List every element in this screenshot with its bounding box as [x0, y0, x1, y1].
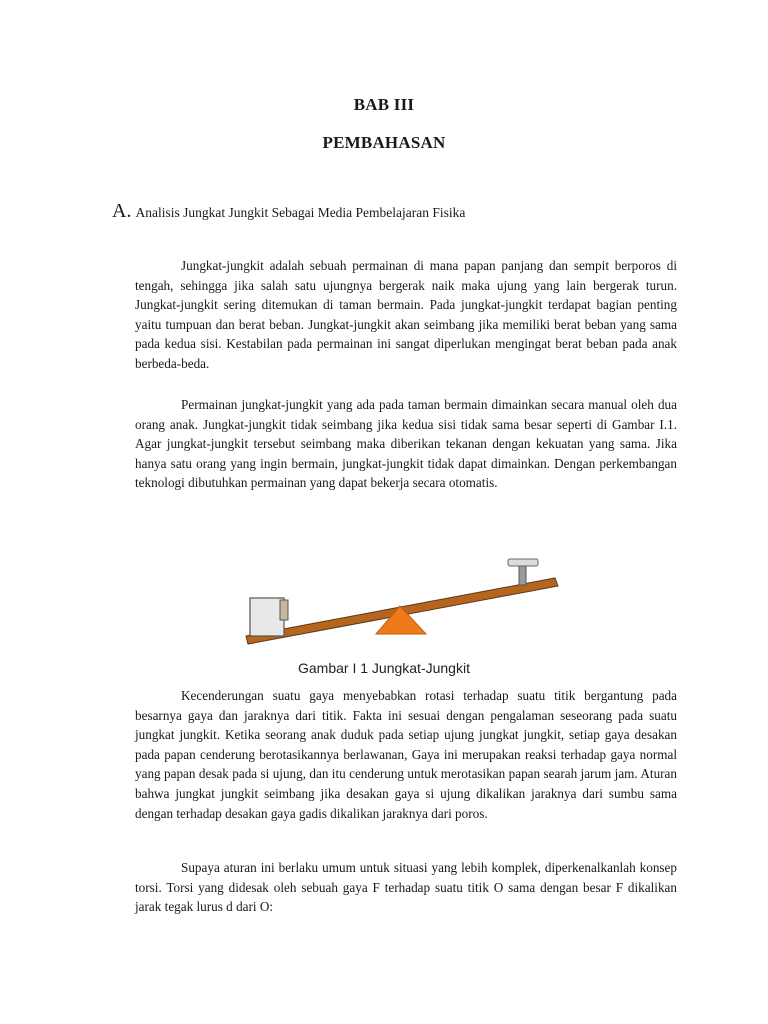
section-heading — [112, 200, 465, 223]
seesaw-handle-right-post — [519, 565, 526, 585]
paragraph-4: Supaya aturan ini berlaku umum untuk situasi yang lebih komplek, diperkenalkanlah konsep torsi. Torsi yang didesak oleh sebuah gaya F terhadap suatu titik O sama dengan besar F dikalikan jarak tegak lurus d dari O: — [135, 860, 677, 915]
seesaw-handle-right-bar — [508, 559, 538, 566]
paragraph-3: Kecenderungan suatu gaya menyebabkan rotasi terhadap suatu titik bergantung pada besarnya gaya dan jaraknya dari titik. Fakta ini sesuai dengan pengalaman seseorang pada suatu jungkat jungkit. Ketika seorang anak duduk pada setiap ujung jungkat jungkit, setiap gaya desakan pada papan cenderung berotasikannya berlawanan, Gaya ini merupakan reaksi terhadap gaya normal yang papan desak pada si ujung, dan itu cenderung untuk merotasikan papan searah jarum jam. Aturan bahwa jungkat jungkit seimbang jika desakan gaya si ujung dikalikan jaraknya dari sumbu sama dengan terhadap desakan gaya gadis dikalikan jaraknya dari poros. — [135, 688, 677, 821]
chapter-label: BAB III — [353, 95, 415, 114]
section-heading-text: Analisis Jungkat Jungkit Sebagai Media Pembelajaran Fisika — [135, 205, 466, 220]
seesaw-figure — [240, 550, 560, 650]
paragraph-1: Jungkat-jungkit adalah sebuah permainan di mana papan panjang dan sempit berporos di tengah, sehingga jika salah satu ujungnya bergerak naik maka ujung yang lain bergerak turun. Jungkat-jungkit sering ditemukan di taman bermain. Pada jungkat-jungkit terdapat bagian penting yaitu tumpuan dan berat beban. Jungkat-jungkit akan seimbang jika memiliki berat beban yang sama pada kedua sisi. Kestabilan pada permainan ini sangat diperlukan mengingat berat beban pada anak berbeda-beda. — [135, 258, 677, 371]
chapter-title: PEMBAHASAN — [322, 133, 446, 152]
seesaw-seat-left — [250, 598, 284, 636]
paragraph-2: Permainan jungkat-jungkit yang ada pada taman bermain dimainkan secara manual oleh dua orang anak. Jungkat-jungkit tidak seimbang jika kedua sisi tidak sama besar seperti di Gambar I.1. Agar jungkat-jungkit tersebut seimbang maka diberikan tekanan dengan kekuatan yang sama. Jika hanya satu orang yang ingin bermain, jungkat-jungkit tidak dapat dimainkan. Dengan perkembangan teknologi dibutuhkan permainan yang dapat bekerja secara otomatis. — [135, 397, 677, 491]
section-letter: A. — [112, 200, 132, 222]
figure-caption: Gambar I 1 Jungkat-Jungkit — [298, 660, 470, 676]
seesaw-seat-left-post — [280, 600, 288, 620]
